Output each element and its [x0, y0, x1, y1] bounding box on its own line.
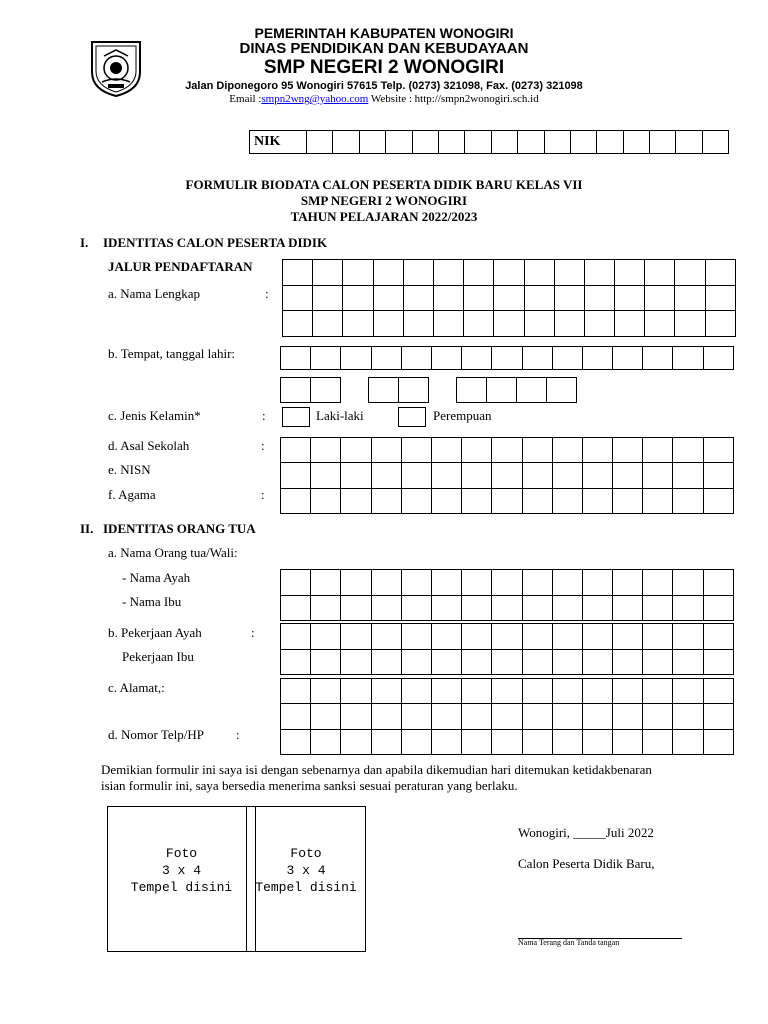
input-cell[interactable]	[643, 463, 673, 488]
input-cell[interactable]	[522, 463, 552, 488]
input-cell[interactable]	[311, 679, 341, 704]
input-cell[interactable]	[373, 260, 403, 286]
input-cell[interactable]	[703, 488, 733, 513]
input-cell[interactable]	[673, 488, 703, 513]
nik-cell[interactable]	[359, 131, 385, 154]
alamat-label: c. Alamat,:	[108, 680, 165, 695]
input-cell[interactable]	[645, 311, 675, 337]
header-school-name: SMP NEGERI 2 WONOGIRI	[263, 57, 505, 78]
jalur-label: JALUR PENDAFTARAN	[108, 259, 253, 274]
nama-ortu-grid[interactable]	[280, 569, 734, 621]
input-cell[interactable]	[703, 438, 733, 463]
photo-instruction: Tempel disini	[130, 880, 233, 895]
input-cell[interactable]	[311, 347, 341, 370]
input-cell[interactable]	[403, 260, 433, 286]
input-cell[interactable]	[494, 311, 524, 337]
input-cell[interactable]	[431, 570, 461, 596]
pekerjaan-ayah-label: b. Pekerjaan Ayah	[108, 625, 202, 640]
input-cell[interactable]	[705, 285, 735, 311]
input-cell[interactable]	[703, 463, 733, 488]
input-cell[interactable]	[401, 570, 431, 596]
nik-cell[interactable]	[307, 131, 333, 154]
input-cell[interactable]	[492, 624, 522, 650]
photo-size: 3 x 4	[286, 863, 326, 878]
input-cell[interactable]	[492, 729, 522, 754]
input-cell[interactable]	[582, 624, 612, 650]
input-cell[interactable]	[522, 679, 552, 704]
input-cell[interactable]	[401, 347, 431, 370]
input-cell[interactable]	[613, 729, 643, 754]
input-cell[interactable]	[582, 570, 612, 596]
input-cell[interactable]	[582, 463, 612, 488]
input-cell[interactable]	[643, 488, 673, 513]
input-cell[interactable]	[371, 649, 401, 675]
input-cell[interactable]	[703, 729, 733, 754]
input-cell[interactable]	[401, 649, 431, 675]
input-cell[interactable]	[703, 347, 733, 370]
input-cell[interactable]	[613, 570, 643, 596]
input-cell[interactable]	[311, 624, 341, 650]
bulan-grid[interactable]	[368, 377, 429, 403]
input-cell[interactable]	[554, 285, 584, 311]
input-cell[interactable]	[673, 704, 703, 729]
nik-cell[interactable]	[333, 131, 359, 154]
input-cell[interactable]	[281, 488, 311, 513]
nik-cell[interactable]	[412, 131, 438, 154]
input-cell[interactable]	[281, 729, 311, 754]
input-cell[interactable]	[673, 729, 703, 754]
agama-label: f. Agama	[108, 487, 156, 502]
input-cell[interactable]	[613, 488, 643, 513]
form-school: SMP NEGERI 2 WONOGIRI	[300, 193, 468, 208]
email-label: Email :	[229, 93, 262, 105]
input-cell[interactable]	[675, 311, 705, 337]
input-cell[interactable]	[645, 260, 675, 286]
input-cell[interactable]	[281, 595, 311, 621]
input-cell[interactable]	[431, 438, 461, 463]
tahun-grid[interactable]	[456, 377, 577, 403]
input-cell[interactable]	[643, 347, 673, 370]
pekerjaan-grid[interactable]	[280, 623, 734, 675]
input-cell[interactable]	[522, 570, 552, 596]
input-cell[interactable]	[487, 378, 517, 403]
input-cell[interactable]	[371, 570, 401, 596]
input-cell[interactable]	[552, 729, 582, 754]
input-cell[interactable]	[431, 679, 461, 704]
input-cell[interactable]	[281, 378, 311, 403]
input-cell[interactable]	[341, 347, 371, 370]
input-cell[interactable]	[464, 285, 494, 311]
input-cell[interactable]	[522, 624, 552, 650]
nik-cell[interactable]	[676, 131, 702, 154]
photo-box-1[interactable]	[107, 806, 256, 952]
input-cell[interactable]	[311, 595, 341, 621]
input-cell[interactable]	[582, 729, 612, 754]
input-cell[interactable]	[281, 463, 311, 488]
input-cell[interactable]	[343, 285, 373, 311]
input-cell[interactable]	[524, 260, 554, 286]
input-cell[interactable]	[703, 624, 733, 650]
place-date: Wonogiri, _____Juli 2022	[518, 825, 654, 840]
input-cell[interactable]	[431, 595, 461, 621]
input-cell[interactable]	[492, 704, 522, 729]
header-address: Jalan Diponegoro 95 Wonogiri 57615 Telp. (0273) 321098, Fax. (0273) 321098	[185, 80, 583, 92]
input-cell[interactable]	[522, 704, 552, 729]
input-cell[interactable]	[492, 488, 522, 513]
input-cell[interactable]	[403, 285, 433, 311]
nik-cell[interactable]	[438, 131, 464, 154]
colon: :	[261, 487, 265, 502]
input-cell[interactable]	[462, 438, 492, 463]
nisn-label: e. NISN	[108, 462, 151, 477]
nik-cell[interactable]	[491, 131, 517, 154]
input-cell[interactable]	[552, 704, 582, 729]
input-cell[interactable]	[433, 311, 463, 337]
input-cell[interactable]	[281, 704, 311, 729]
alamat-grid[interactable]	[280, 678, 734, 755]
photo-label: Foto	[165, 846, 198, 861]
input-cell[interactable]	[522, 347, 552, 370]
input-cell[interactable]	[311, 649, 341, 675]
form-title: FORMULIR BIODATA CALON PESERTA DIDIK BARU KELAS VII	[185, 177, 583, 192]
colon: :	[251, 625, 255, 640]
form-year: TAHUN PELAJARAN 2022/2023	[290, 209, 478, 224]
input-cell[interactable]	[522, 729, 552, 754]
colon: :	[261, 438, 265, 453]
input-cell[interactable]	[675, 285, 705, 311]
input-cell[interactable]	[341, 679, 371, 704]
email-link[interactable]: smpn2wng@yahoo.com	[261, 93, 369, 105]
nama-lengkap-grid[interactable]	[282, 259, 736, 337]
input-cell[interactable]	[673, 595, 703, 621]
input-cell[interactable]	[492, 570, 522, 596]
input-cell[interactable]	[613, 624, 643, 650]
input-cell[interactable]	[643, 570, 673, 596]
input-cell[interactable]	[615, 260, 645, 286]
photo-size: 3 x 4	[161, 863, 201, 878]
input-cell[interactable]	[462, 463, 492, 488]
input-cell[interactable]	[522, 488, 552, 513]
input-cell[interactable]	[283, 260, 313, 286]
input-cell[interactable]	[552, 649, 582, 675]
input-cell[interactable]	[615, 285, 645, 311]
input-cell[interactable]	[403, 311, 433, 337]
input-cell[interactable]	[341, 595, 371, 621]
nik-cell[interactable]	[544, 131, 570, 154]
input-cell[interactable]	[283, 311, 313, 337]
input-cell[interactable]	[281, 438, 311, 463]
input-cell[interactable]	[401, 679, 431, 704]
input-cell[interactable]	[522, 438, 552, 463]
input-cell[interactable]	[311, 438, 341, 463]
nik-cell[interactable]	[702, 131, 728, 154]
input-cell[interactable]	[643, 624, 673, 650]
input-cell[interactable]	[582, 649, 612, 675]
input-cell[interactable]	[582, 704, 612, 729]
input-cell[interactable]	[371, 347, 401, 370]
nama-ayah-label: - Nama Ayah	[122, 570, 191, 585]
nik-cell[interactable]	[597, 131, 623, 154]
input-cell[interactable]	[401, 438, 431, 463]
input-cell[interactable]	[645, 285, 675, 311]
sekolah-nisn-agama-grid[interactable]	[280, 437, 734, 514]
input-cell[interactable]	[464, 260, 494, 286]
input-cell[interactable]	[703, 679, 733, 704]
input-cell[interactable]	[313, 260, 343, 286]
signer-role: Calon Peserta Didik Baru,	[518, 856, 655, 871]
input-cell[interactable]	[431, 463, 461, 488]
input-cell[interactable]	[341, 488, 371, 513]
input-cell[interactable]	[457, 378, 487, 403]
input-cell[interactable]	[582, 347, 612, 370]
perempuan-label: Perempuan	[433, 408, 492, 423]
nik-box[interactable]	[249, 130, 729, 154]
input-cell[interactable]	[492, 438, 522, 463]
input-cell[interactable]	[643, 649, 673, 675]
input-cell[interactable]	[373, 311, 403, 337]
input-cell[interactable]	[522, 595, 552, 621]
input-cell[interactable]	[283, 285, 313, 311]
input-cell[interactable]	[643, 595, 673, 621]
input-cell[interactable]	[371, 704, 401, 729]
input-cell[interactable]	[401, 595, 431, 621]
section1-heading: IDENTITAS CALON PESERTA DIDIK	[103, 235, 328, 250]
input-cell[interactable]	[341, 570, 371, 596]
input-cell[interactable]	[554, 311, 584, 337]
input-cell[interactable]	[675, 260, 705, 286]
input-cell[interactable]	[705, 260, 735, 286]
input-cell[interactable]	[705, 311, 735, 337]
input-cell[interactable]	[552, 679, 582, 704]
colon: :	[265, 286, 269, 301]
input-cell[interactable]	[494, 285, 524, 311]
statement-line2: isian formulir ini, saya bersedia menerima sanksi sesuai peraturan yang berlaku.	[101, 778, 518, 793]
input-cell[interactable]	[673, 463, 703, 488]
photo-box-2[interactable]	[246, 806, 366, 952]
nama-ortu-label: a. Nama Orang tua/Wali:	[108, 545, 238, 560]
nik-cell[interactable]	[518, 131, 544, 154]
asal-sekolah-label: d. Asal Sekolah	[108, 438, 190, 453]
input-cell[interactable]	[552, 595, 582, 621]
input-cell[interactable]	[343, 311, 373, 337]
input-cell[interactable]	[371, 729, 401, 754]
input-cell[interactable]	[643, 679, 673, 704]
section1-number: I.	[80, 235, 89, 250]
input-cell[interactable]	[552, 347, 582, 370]
telp-label: d. Nomor Telp/HP	[108, 727, 204, 742]
nik-label: NIK	[250, 131, 307, 154]
input-cell[interactable]	[613, 463, 643, 488]
input-cell[interactable]	[369, 378, 399, 403]
input-cell[interactable]	[584, 311, 614, 337]
input-cell[interactable]	[371, 595, 401, 621]
input-cell[interactable]	[431, 649, 461, 675]
input-cell[interactable]	[311, 704, 341, 729]
input-cell[interactable]	[494, 260, 524, 286]
nik-cell[interactable]	[650, 131, 676, 154]
input-cell[interactable]	[613, 679, 643, 704]
input-cell[interactable]	[613, 438, 643, 463]
input-cell[interactable]	[552, 438, 582, 463]
statement-line1: Demikian formulir ini saya isi dengan sebenarnya dan apabila dikemudian hari ditemukan ketidakbenaran	[101, 762, 652, 777]
input-cell[interactable]	[431, 729, 461, 754]
input-cell[interactable]	[401, 704, 431, 729]
input-cell[interactable]	[613, 704, 643, 729]
laki-laki-label: Laki-laki	[316, 408, 364, 423]
input-cell[interactable]	[554, 260, 584, 286]
input-cell[interactable]	[613, 595, 643, 621]
input-cell[interactable]	[371, 488, 401, 513]
input-cell[interactable]	[462, 570, 492, 596]
input-cell[interactable]	[462, 347, 492, 370]
input-cell[interactable]	[341, 649, 371, 675]
input-cell[interactable]	[373, 285, 403, 311]
input-cell[interactable]	[522, 649, 552, 675]
input-cell[interactable]	[464, 311, 494, 337]
input-cell[interactable]	[492, 595, 522, 621]
signature-caption: Nama Terang dan Tanda tangan	[518, 938, 620, 947]
website-text: Website : http://smpn2wonogiri.sch.id	[370, 93, 539, 105]
input-cell[interactable]	[371, 679, 401, 704]
input-cell[interactable]	[582, 679, 612, 704]
input-cell[interactable]	[517, 378, 547, 403]
input-cell[interactable]	[462, 488, 492, 513]
header-government: PEMERINTAH KABUPATEN WONOGIRI	[254, 25, 514, 41]
input-cell[interactable]	[433, 260, 463, 286]
input-cell[interactable]	[281, 679, 311, 704]
input-cell[interactable]	[371, 463, 401, 488]
input-cell[interactable]	[462, 729, 492, 754]
input-cell[interactable]	[703, 649, 733, 675]
input-cell[interactable]	[584, 285, 614, 311]
photo-instruction: Tempel disini	[255, 880, 357, 895]
input-cell[interactable]	[313, 311, 343, 337]
section2-number: II.	[80, 521, 94, 536]
input-cell[interactable]	[584, 260, 614, 286]
input-cell[interactable]	[673, 438, 703, 463]
input-cell[interactable]	[703, 570, 733, 596]
input-cell[interactable]	[552, 570, 582, 596]
section2-heading: IDENTITAS ORANG TUA	[103, 521, 256, 536]
input-cell[interactable]	[401, 463, 431, 488]
input-cell[interactable]	[582, 595, 612, 621]
nik-cell[interactable]	[465, 131, 491, 154]
nik-cell[interactable]	[386, 131, 412, 154]
input-cell[interactable]	[462, 649, 492, 675]
input-cell[interactable]	[311, 570, 341, 596]
header-department: DINAS PENDIDIKAN DAN KEBUDAYAAN	[239, 40, 529, 57]
jenis-kelamin-label: c. Jenis Kelamin*	[108, 408, 201, 423]
input-cell[interactable]	[462, 704, 492, 729]
input-cell[interactable]	[492, 463, 522, 488]
input-cell[interactable]	[281, 624, 311, 650]
nama-lengkap-label: a. Nama Lengkap	[108, 286, 201, 301]
input-cell[interactable]	[433, 285, 463, 311]
input-cell[interactable]	[552, 624, 582, 650]
input-cell[interactable]	[673, 570, 703, 596]
tempat-lahir-label: b. Tempat, tanggal lahir:	[108, 346, 236, 361]
input-cell[interactable]	[281, 649, 311, 675]
input-cell[interactable]	[281, 570, 311, 596]
input-cell[interactable]	[431, 347, 461, 370]
input-cell[interactable]	[547, 378, 577, 403]
input-cell[interactable]	[343, 260, 373, 286]
input-cell[interactable]	[615, 311, 645, 337]
nama-ibu-label: - Nama Ibu	[122, 594, 182, 609]
input-cell[interactable]	[643, 704, 673, 729]
input-cell[interactable]	[311, 729, 341, 754]
input-cell[interactable]	[462, 624, 492, 650]
header-contact	[0, 93, 768, 105]
input-cell[interactable]	[371, 624, 401, 650]
input-cell[interactable]	[371, 438, 401, 463]
laki-laki-checkbox[interactable]	[282, 407, 310, 427]
input-cell[interactable]	[431, 624, 461, 650]
input-cell[interactable]	[311, 378, 341, 403]
input-cell[interactable]	[401, 729, 431, 754]
input-cell[interactable]	[552, 463, 582, 488]
input-cell[interactable]	[524, 311, 554, 337]
input-cell[interactable]	[341, 463, 371, 488]
input-cell[interactable]	[431, 704, 461, 729]
input-cell[interactable]	[643, 438, 673, 463]
input-cell[interactable]	[703, 704, 733, 729]
tanggal-grid[interactable]	[280, 377, 341, 403]
colon: :	[236, 727, 240, 742]
input-cell[interactable]	[673, 624, 703, 650]
input-cell[interactable]	[582, 488, 612, 513]
input-cell[interactable]	[281, 347, 311, 370]
input-cell[interactable]	[431, 488, 461, 513]
perempuan-checkbox[interactable]	[398, 407, 426, 427]
input-cell[interactable]	[313, 285, 343, 311]
input-cell[interactable]	[462, 679, 492, 704]
input-cell[interactable]	[673, 649, 703, 675]
input-cell[interactable]	[311, 463, 341, 488]
input-cell[interactable]	[524, 285, 554, 311]
input-cell[interactable]	[311, 488, 341, 513]
input-cell[interactable]	[341, 729, 371, 754]
input-cell[interactable]	[341, 704, 371, 729]
nik-cell[interactable]	[623, 131, 649, 154]
input-cell[interactable]	[401, 488, 431, 513]
input-cell[interactable]	[673, 347, 703, 370]
tempat-lahir-grid[interactable]	[280, 346, 734, 370]
nik-cell[interactable]	[570, 131, 596, 154]
input-cell[interactable]	[673, 679, 703, 704]
input-cell[interactable]	[341, 624, 371, 650]
pekerjaan-ibu-label: Pekerjaan Ibu	[122, 649, 194, 664]
input-cell[interactable]	[492, 347, 522, 370]
input-cell[interactable]	[643, 729, 673, 754]
input-cell[interactable]	[552, 488, 582, 513]
input-cell[interactable]	[613, 347, 643, 370]
input-cell[interactable]	[492, 649, 522, 675]
photo-label: Foto	[290, 846, 322, 861]
input-cell[interactable]	[492, 679, 522, 704]
colon: :	[262, 408, 266, 423]
input-cell[interactable]	[613, 649, 643, 675]
input-cell[interactable]	[582, 438, 612, 463]
input-cell[interactable]	[399, 378, 429, 403]
input-cell[interactable]	[401, 624, 431, 650]
input-cell[interactable]	[462, 595, 492, 621]
input-cell[interactable]	[703, 595, 733, 621]
input-cell[interactable]	[341, 438, 371, 463]
